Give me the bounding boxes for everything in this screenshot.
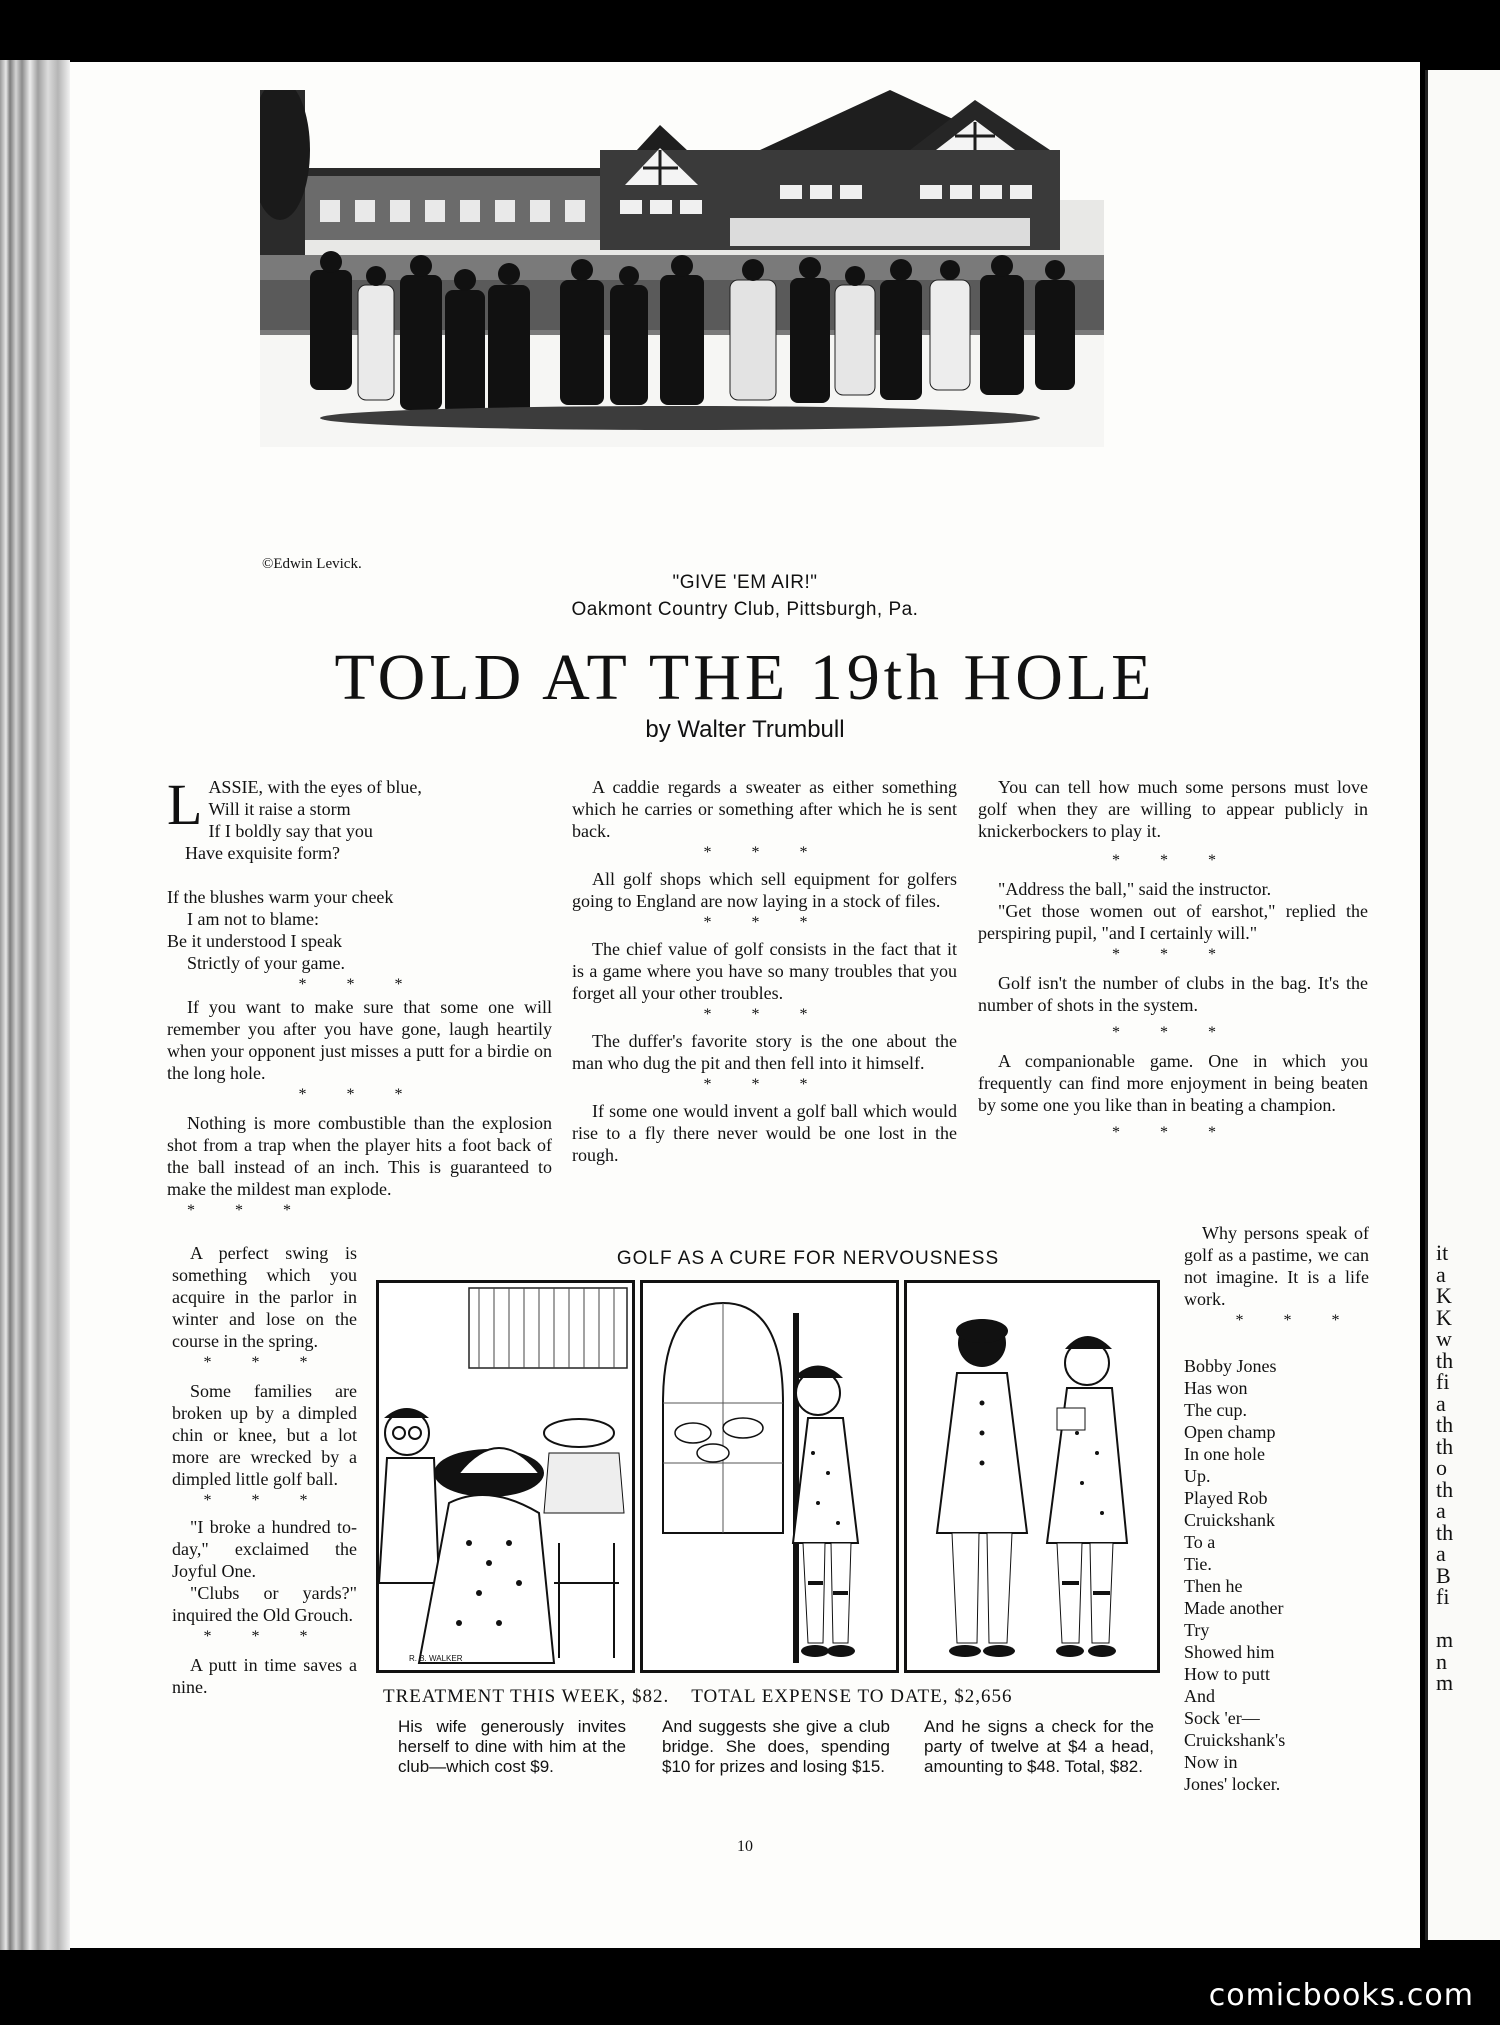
paragraph: You can tell how much some persons must love golf when they are willing to appear publicly in knickerbockers to play it. (978, 777, 1368, 841)
poem-line: How to putt (1184, 1664, 1271, 1684)
text-column-4 (172, 1242, 357, 1698)
photo-caption (70, 569, 1420, 623)
artist-signature: R. B. WALKER (409, 1654, 463, 1663)
separator: * * * (1112, 852, 1234, 869)
separator: * * * (203, 1354, 326, 1371)
poem-line: Will it raise a storm (208, 799, 351, 819)
next-page-fragment: a (1436, 1390, 1446, 1416)
poem-line: ASSIE, with the eyes of blue, (208, 777, 422, 797)
next-page-fragment: th (1436, 1476, 1454, 1502)
photo-credit: ©Edwin Levick. (262, 556, 362, 572)
poem-line: I am not to blame: (187, 909, 319, 929)
poem-line: Try (1184, 1620, 1210, 1640)
next-page-fragment: a (1436, 1541, 1446, 1566)
poem-line: Cruickshank (1184, 1510, 1275, 1530)
next-page-fragment: it (1436, 1240, 1449, 1265)
poem-line: In one hole (1184, 1444, 1265, 1464)
clubhouse-photo (260, 90, 1104, 447)
next-page-fragment: th (1436, 1412, 1454, 1437)
next-page-fragment: o (1436, 1455, 1447, 1480)
next-page-fragment: B (1436, 1562, 1451, 1588)
paragraph: If some one would invent a golf ball which would rise to a fly there never would be one lost in the rough. (572, 1101, 957, 1165)
article-byline: by Walter Trumbull (645, 716, 845, 743)
comic-panel-1 (376, 1280, 635, 1673)
separator: * * * (203, 1492, 326, 1509)
poem-line: Jones' locker. (1184, 1774, 1281, 1794)
next-page-fragment: K (1436, 1304, 1452, 1330)
total-expense: TOTAL EXPENSE TO DATE, $2,656 (691, 1686, 1013, 1707)
comic-expense-line (383, 1686, 1013, 1708)
separator: * * * (1112, 1024, 1234, 1041)
poem-stanza-2 (167, 886, 552, 974)
text-column-2 (572, 776, 957, 1166)
poem-line: Now in (1184, 1752, 1238, 1772)
poem-line: Cruickshank's (1184, 1730, 1286, 1750)
next-page-fragment: K (1436, 1283, 1452, 1308)
paragraph: Nothing is more combustible than the explosion shot from a trap when the player hits a foot back of the ball instead of an inch. This is guaranteed to make the mildest man explode. (167, 1113, 552, 1199)
separator: * * * (703, 1006, 826, 1023)
text-column-1 (167, 772, 552, 1222)
panel-caption-2: And suggests she give a club bridge. She does, spending $10 for prizes and losing $15. (662, 1717, 890, 1776)
poem-line: To a (1184, 1532, 1216, 1552)
poem-line: Have exquisite form? (185, 843, 340, 863)
next-page-fragment: a (1436, 1498, 1446, 1523)
caption-headline: "GIVE 'EM AIR!" (672, 572, 818, 593)
next-page-fragment: n (1436, 1648, 1447, 1674)
poem-line: Sock 'er— (1184, 1708, 1260, 1728)
separator: * * * (203, 1628, 326, 1645)
poem-line: Showed him (1184, 1642, 1275, 1662)
paragraph: A caddie regards a sweater as either something which he carries or something after which he is sent back. (572, 777, 957, 841)
separator: * * * (1112, 1124, 1234, 1141)
text-column-5 (1184, 1222, 1369, 1332)
next-page-fragment: m (1436, 1627, 1454, 1652)
page-number: 10 (737, 1838, 753, 1855)
comic-panel-2 (640, 1280, 899, 1673)
separator: * * * (187, 1202, 309, 1219)
paragraph: "Address the ball," said the instructor. (998, 879, 1272, 899)
next-page-fragment: w (1436, 1326, 1452, 1351)
poem-line: Played Rob (1184, 1488, 1268, 1508)
poem-line: The cup. (1184, 1400, 1247, 1420)
paragraph: "I broke a hundred to-day," exclaimed the Joyful One. (172, 1517, 357, 1581)
separator: * * * (298, 1086, 421, 1103)
drop-cap: L (167, 772, 203, 837)
next-page-fragment: a (1436, 1261, 1446, 1287)
poem-line: Be it understood I speak (167, 931, 342, 951)
poem-line: Up. (1184, 1466, 1211, 1486)
next-page-fragment: fi (1436, 1369, 1450, 1394)
paragraph: Why persons speak of golf as a pastime, we can not imagine. It is a life work. (1184, 1223, 1369, 1309)
panel-caption-1: His wife generously invites herself to dine with him at the club—which cost $9. (398, 1717, 626, 1776)
comic-panel-3 (904, 1280, 1160, 1673)
separator: * * * (1235, 1312, 1358, 1329)
paragraph: All golf shops which sell equipment for golfers going to England are now laying in a stock of files. (572, 869, 957, 911)
article-title: TOLD AT THE 19th HOLE (334, 641, 1156, 714)
bobby-jones-poem (1184, 1355, 1369, 1795)
paragraph: The duffer's favorite story is the one about the man who dug the pit and then fell into it himself. (572, 1031, 957, 1073)
paragraph: A putt in time saves a nine. (172, 1655, 357, 1697)
next-page-fragment: th (1436, 1347, 1454, 1373)
comic-title: GOLF AS A CURE FOR NERVOUSNESS (616, 1248, 1000, 1269)
poem-line: Made another (1184, 1598, 1284, 1618)
text-column-3 (978, 776, 1368, 1144)
poem-stanza-1 (167, 772, 552, 864)
separator: * * * (703, 914, 826, 931)
poem-line: Has won (1184, 1378, 1248, 1398)
poem-line: Bobby Jones (1184, 1356, 1277, 1376)
next-page-fragment: th (1436, 1519, 1454, 1545)
paragraph: "Clubs or yards?" inquired the Old Grouch. (172, 1583, 357, 1625)
separator: * * * (703, 1076, 826, 1093)
paragraph: "Get those women out of earshot," replied the perspiring pupil, "and I certainly will." (978, 901, 1368, 943)
poem-line: If the blushes warm your cheek (167, 887, 394, 907)
paragraph: Golf isn't the number of clubs in the bag. It's the number of shots in the system. (978, 973, 1368, 1015)
paragraph: A companionable game. One in which you frequently can find more enjoyment in being beaten by some one you like than in beating a champion. (978, 1051, 1368, 1115)
next-page-fragment: fi (1436, 1584, 1450, 1609)
caption-location: Oakmont Country Club, Pittsburgh, Pa. (571, 599, 919, 620)
separator: * * * (1112, 946, 1234, 963)
panel-caption-3: And he signs a check for the party of twelve at $4 a head, amounting to $48. Total, $82. (924, 1717, 1154, 1776)
poem-line: Strictly of your game. (187, 953, 345, 973)
adjacent-page-edge (1425, 70, 1500, 1940)
poem-line: Open champ (1184, 1422, 1276, 1442)
poem-line: And (1184, 1686, 1215, 1706)
treatment-this-week: TREATMENT THIS WEEK, $82. (383, 1686, 670, 1707)
next-page-fragment: th (1436, 1433, 1454, 1459)
separator: * * * (298, 976, 421, 993)
book-binding (0, 60, 70, 1950)
paragraph: Some families are broken up by a dimpled chin or knee, but a lot more are wrecked by a dimpled little golf ball. (172, 1381, 357, 1489)
paragraph: The chief value of golf consists in the fact that it is a game where you have so many troubles that you forget all your other troubles. (572, 939, 957, 1003)
paragraph: A perfect swing is something which you acquire in the parlor in winter and lose on the course in the spring. (172, 1243, 357, 1351)
poem-line: Tie. (1184, 1554, 1212, 1574)
watermark: comicbooks.com (1208, 1978, 1474, 2013)
poem-line: Then he (1184, 1576, 1243, 1596)
poem-line: If I boldly say that you (208, 821, 373, 841)
separator: * * * (703, 844, 826, 861)
next-page-fragment: m (1436, 1670, 1454, 1695)
paragraph: If you want to make sure that some one will remember you after you have gone, laugh heartily when your opponent just misses a putt for a birdie on the long hole. (167, 997, 552, 1083)
